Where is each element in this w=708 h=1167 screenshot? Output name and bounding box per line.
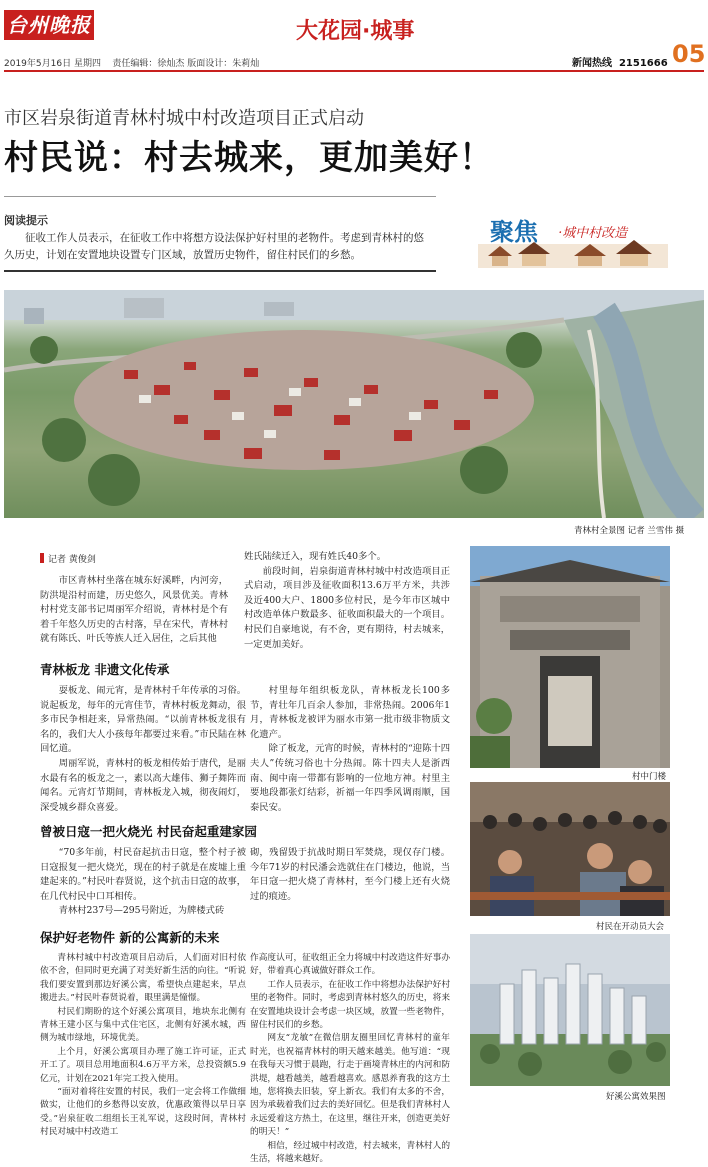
section2-paragraph-1: “70多年前，村民奋起抗击日寇，整个村子被日寇报复一把火烧光，现在的村子就是在废墟上重建起来的。”村民叶春贤说，这个抗击日寇的故事，在几代村民中口耳相传。 <box>40 847 246 902</box>
section3-paragraph-8: 相信，经过城中村改造，村去城来，青林村人的生活，将越来越好。 <box>250 1140 450 1165</box>
section-heading-banlong: 青林板龙 非遗文化传承 <box>40 662 170 677</box>
rendering-caption: 好溪公寓效果图 <box>606 1092 666 1102</box>
aerial-scene <box>4 290 704 518</box>
hotline-label: 新闻热线 <box>572 58 612 69</box>
intro-column-2 <box>244 550 450 652</box>
section2-paragraph-2: 青林村237号—295号附近，为牌楼式砖 <box>58 905 225 917</box>
section1-column-2 <box>250 684 450 815</box>
village-gate-photo <box>470 546 670 768</box>
section-heading-history: 曾被日寇一把火烧光 村民奋起重建家园 <box>40 824 257 839</box>
newspaper-logo: 台州晚报 <box>4 10 94 40</box>
section1-paragraph-1: 耍板龙、闹元宵，是青林村千年传承的习俗。说起板龙，每年的元宵佳节，青林村板龙舞动，很多市民争相赶来，异常热闹。“以前青林板龙很有名的，我们大人小孩每年都要过来看。”市民陆在林回忆道。 <box>40 685 246 755</box>
intro-paragraph-1: 市区青林村坐落在城东好溪畔，内河旁，防洪堤沿村而建，历史悠久，风景优美。青林村村党支部书记周丽军介绍说，青林村是个有着千年悠久历史的古村落，早在宋代，青林村就有陈氏、叶氏等族人迁入居住，之后其他 <box>40 575 228 645</box>
article-subhead: 市区岩泉街道青林村城中村改造项目正式启动 <box>4 108 364 129</box>
lead-divider <box>4 270 436 272</box>
section2-paragraph-3: 砌，残留毁于抗战时期日军焚烧，现仅存门楼。今年71岁的村民潘会选就住在门楼边，他说，当年日寇一把火烧了青林村，至今门楼上还有火烧过的痕迹。 <box>250 847 450 902</box>
focus-title: 聚焦 <box>490 218 538 246</box>
section2-column-1 <box>40 846 246 919</box>
news-hotline <box>572 54 668 69</box>
apartment-rendering-photo <box>470 934 670 1086</box>
section3-paragraph-3: 上个月，好溪公寓项目办理了施工许可证，正式开工了。项目总用地面积4.6万平方米，总投资额5.9亿元，计划在2021年完工投入使用。 <box>40 1046 246 1084</box>
date-line <box>4 56 259 69</box>
page-number: 05 <box>672 40 706 68</box>
intro-column-1 <box>40 574 228 647</box>
aerial-caption: 青林村全景图 记者 兰雪伟 摄 <box>574 526 685 536</box>
section3-column-1 <box>40 952 246 1140</box>
section3-paragraph-2: 村民们期盼的这个好溪公寓项目，地块东北侧有青林王建小区与集中式住宅区，北侧有好溪水城，西侧为城市绿地，环境优美。 <box>40 1006 246 1044</box>
section3-paragraph-5: 作高度认可，征收组正全力将城中村改造这件好事办好，带着真心真诚做好群众工作。 <box>250 953 450 977</box>
section3-paragraph-4: “面对着将往安置的村民，我们一定会将工作做细做实，让他们的乡愁得以安放，优惠政策得以早日享受。”岩泉征收二组组长王礼军说，这段时间，青林村村民对城中村改造工 <box>40 1087 246 1138</box>
meeting-scene <box>470 782 670 916</box>
section3-paragraph-6: 工作人员表示，在征收工作中将想办法保护好村里的老物件。同时，考虑到青林村悠久的历史，将来在安置地块设计会考虑一块区域，放置一些老物件，留住村民们的乡愁。 <box>250 979 450 1031</box>
hotline-number: 2151666 <box>618 58 668 69</box>
section-heading-future: 保护好老物件 新的公寓新的未来 <box>40 930 220 945</box>
masthead-rule <box>4 70 704 72</box>
intro-paragraph-3: 前段时间，岩泉街道青林村城中村改造项目正式启动，项目涉及征收面积13.6万平方米，共涉及近400大户、1800多位村民，是今年市区城中村改造单体户数最多、征收面积最大的一个项目。村民们自豪地说，有不舍，更有期待，村去城来，一定更加美好。 <box>244 565 450 650</box>
byline: 记者 黄俊剑 <box>48 555 96 565</box>
aerial-village-photo <box>4 290 704 518</box>
section3-paragraph-7: 网友“龙敏”在微信朋友圈里回忆青林村的童年时光，也祝福青林村的明天越来越美。他写道：“现在我每天习惯于晨跑，行走于画境青林庄的内河和防洪堤，越看越美，越看越喜欢。感恩养育我的这方土地，您将换去旧装，穿上新衣。我们有太多的不舍，因为承载着我们过去的美好回忆。但是我们青林村人永远爱着这方热土，在这里，继往开来，创造更美好的明天！” <box>250 1033 450 1138</box>
editors-credit: 责任编辑：徐灿杰 版面设计：朱莉灿 <box>112 59 260 69</box>
village-meeting-photo <box>470 782 670 916</box>
section1-paragraph-2: 周丽军说，青林村的板龙相传始于唐代，是丽水最有名的板龙之一，素以高大雄伟、狮子舞阵而闻名。元宵灯节期间，青林板龙入城，彻夜闹灯，深受城乡群众喜爱。 <box>40 757 246 813</box>
gate-scene <box>470 546 670 768</box>
section1-column-1 <box>40 684 246 815</box>
rendering-scene <box>470 934 670 1086</box>
issue-date: 2019年5月16日 星期四 <box>4 59 101 69</box>
headline-divider <box>4 196 436 197</box>
section2-column-2 <box>250 846 450 904</box>
focus-subtitle: ·城中村改造 <box>558 226 628 241</box>
article-headline: 村民说：村去城来，更加美好！ <box>4 138 494 178</box>
byline-marker <box>40 553 44 563</box>
meeting-caption: 村民在开动员大会 <box>596 922 665 932</box>
focus-badge <box>478 210 668 268</box>
lead-text: 征收工作人员表示，在征收工作中将想方设法保护好村里的老物件。考虑到青林村的悠久历史，计划在安置地块设置专门区域，放置历史物件，留住村民们的乡愁。 <box>4 232 424 261</box>
section-title: 大花园·城事 <box>296 19 415 44</box>
section1-paragraph-3: 村里每年组织板龙队，青林板龙长100多节，青壮年几百余人参加，非常热闹。2006年1月，青林板龙被评为丽水市第一批市级非物质文化遗产。 <box>250 685 450 740</box>
intro-paragraph-2: 姓氏陆续迁入，现有姓氏40多个。 <box>244 551 386 562</box>
section3-column-2 <box>250 952 450 1167</box>
section3-paragraph-1: 青林村城中村改造项目启动后，人们面对旧村依依不舍，但同时更充满了对美好新生活的向往。“听说我们要安置到那边好溪公寓，希望快点建起来，早点搬进去。”村民叶春贤说着，眼里满是憧憬。 <box>40 953 246 1004</box>
gate-caption: 村中门楼 <box>632 772 667 782</box>
section1-paragraph-4: 除了板龙，元宵的时候，青林村的“迎陈十四夫人”传统习俗也十分热闹。陈十四夫人是浙西南、闽中南一带都有影响的一位地方神。村里主要地段都张灯结彩，祈福一年四季风调雨顺，国泰民安。 <box>250 743 450 813</box>
lead-label: 阅读提示 <box>4 214 48 227</box>
